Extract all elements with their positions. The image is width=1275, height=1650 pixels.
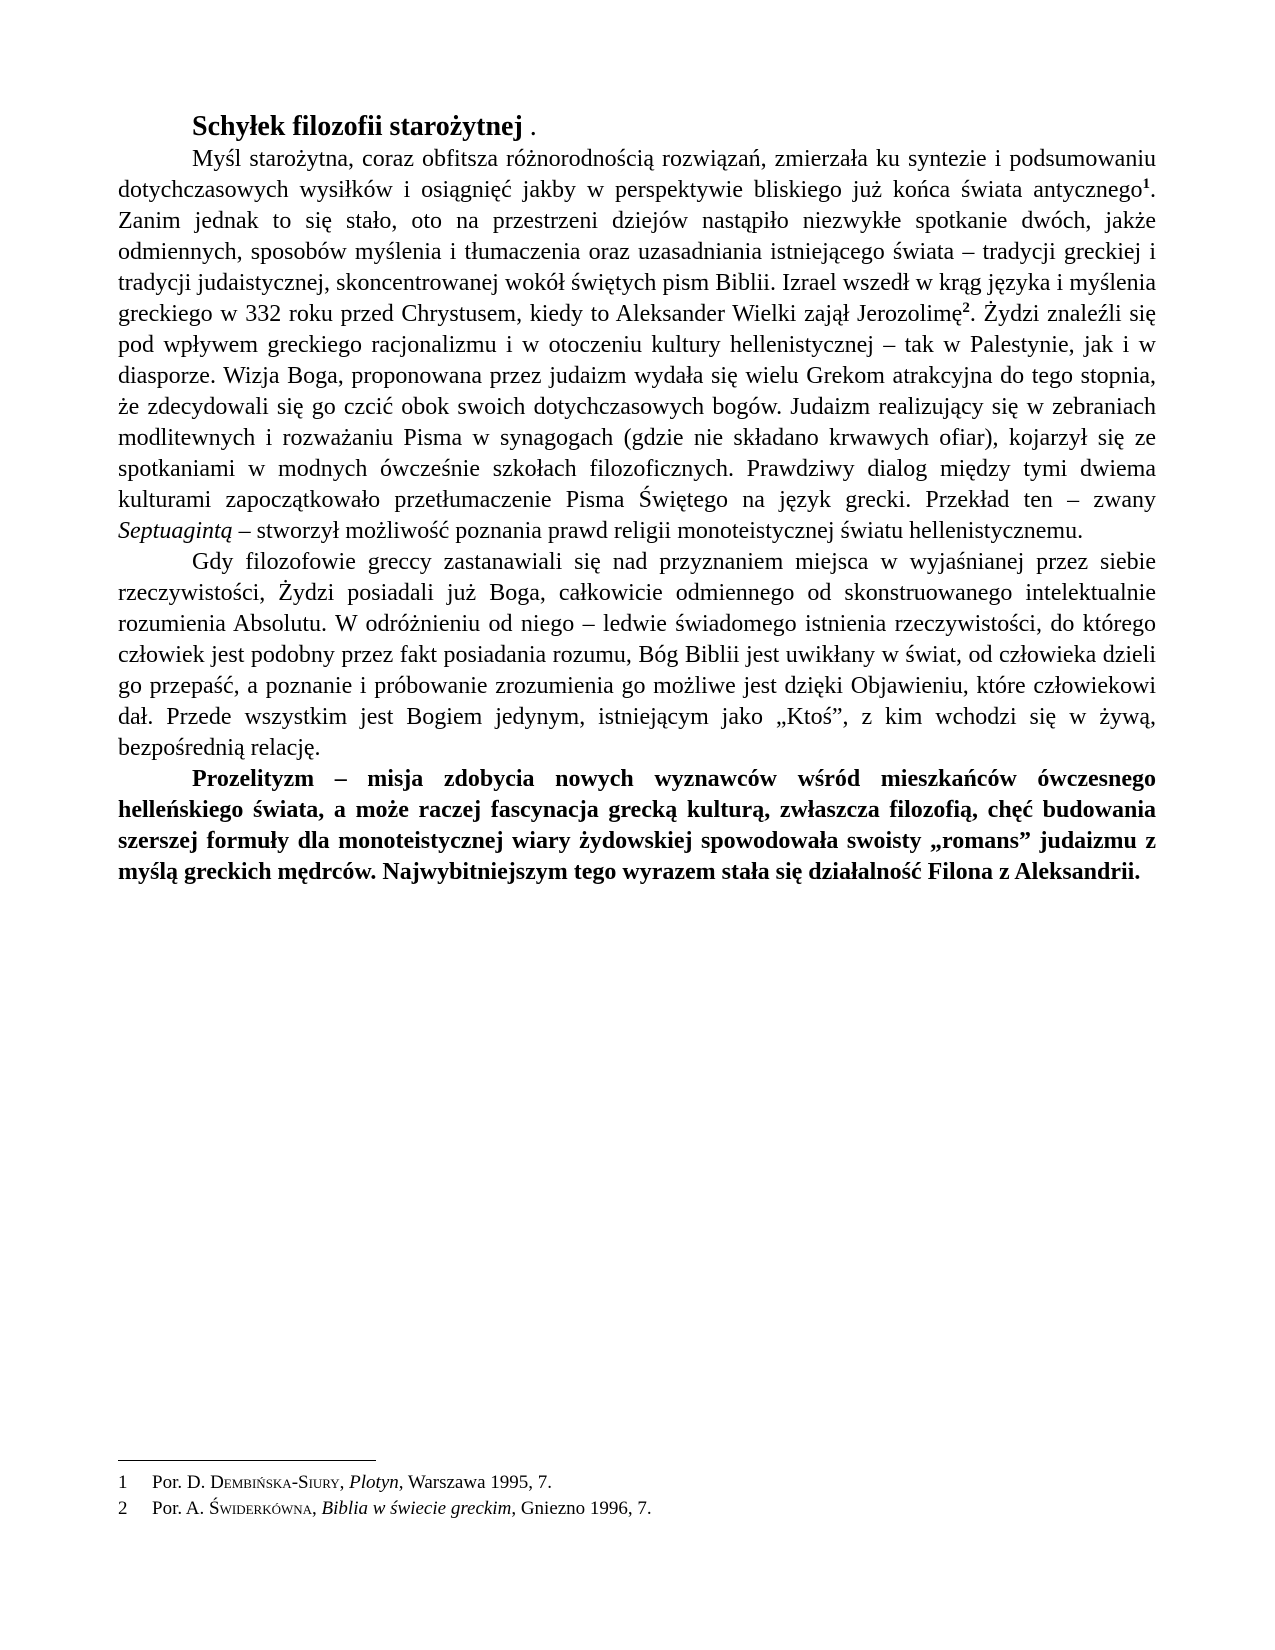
title-suffix: .: [529, 111, 537, 142]
footnote-2-prefix: Por. A.: [152, 1498, 210, 1519]
footnote-ref-2: 2: [962, 300, 970, 316]
footnotes-section: [118, 1460, 1156, 1522]
document-body: [118, 110, 1156, 888]
footnote-ref-1: 1: [1142, 176, 1150, 192]
title-text: Schyłek filozofii starożytnej: [192, 111, 523, 142]
footnote-2-rest: , Gniezno 1996, 7.: [511, 1498, 652, 1519]
footnote-1-number: 1: [118, 1472, 128, 1493]
footnote-2-text: [152, 1496, 652, 1522]
footnote-1-prefix: Por. D.: [152, 1472, 211, 1493]
paragraph-3: Prozelityzm – misja zdobycia nowych wyznawców wśród mieszkańców ówczesnego helleńskiego świata, a może raczej fascynacja grecką kulturą, zwłaszcza filozofią, chęć budowania szerszej formuły dla monoteistycznej wiary żydowskiej spowodowała swoisty „romans” judaizmu z myślą greckich mędrców. Najwybitniejszym tego wyrazem stała się działalność Filona z Aleksandrii.: [118, 766, 1156, 885]
footnote-1-text: [152, 1470, 552, 1496]
footnote-1-work: Plotyn: [349, 1472, 399, 1493]
paragraph-1-part-2: . Zanim jednak to się stało, oto na przestrzeni dziejów nastąpiło niezwykłe spotkanie dwóch, jakże odmiennych, sposobów myślenia i tłumaczenia oraz uzasadniania istniejącego świata – tradycji greckiej i tradycji judaistycznej, skoncentrowanej wokół świętych pism Biblii. Izrael wszedł w krąg języka i myślenia greckiego w 332 roku przed Chrystusem, kiedy to Aleksander Wielki zajął Jerozolimę: [118, 177, 1156, 327]
footnote-separator: [118, 1460, 376, 1461]
footnote-2-number: 2: [118, 1498, 128, 1519]
footnote-2-sep: ,: [312, 1498, 322, 1519]
footnote-1-rest: , Warszawa 1995, 7.: [398, 1472, 553, 1493]
paragraph-1-part-3: . Żydzi znaleźli się pod wpływem greckiego racjonalizmu i w otoczeniu kultury hellenistycznej – tak w Palestynie, jak i w diasporze. Wizja Boga, proponowana przez judaizm wydała się wielu Grekom atrakcyjna do tego stopnia, że zdecydowali się go czcić obok swoich dotychczasowych bogów. Judaizm realizujący się w zebraniach modlitewnych i rozważaniu Pisma w synagogach (gdzie nie składano krwawych ofiar), kojarzył się ze spotkaniami w modnych ówcześnie szkołach filozoficznych. Prawdziwy dialog między tymi dwiema kulturami zapoczątkowało przetłumaczenie Pisma Świętego na język grecki. Przekład ten – zwany: [118, 301, 1156, 513]
document-title: [118, 110, 1156, 144]
paragraph-1-part-4: – stworzył możliwość poznania prawd religii monoteistycznej światu hellenistycznemu.: [232, 518, 1084, 544]
footnote-1-sep: ,: [339, 1472, 350, 1493]
footnote-2-author: Świderkówna: [209, 1498, 313, 1519]
footnote-2: [118, 1496, 1156, 1522]
paragraph-1-part-1: Myśl starożytna, coraz obfitsza różnorodnością rozwiązań, zmierzała ku syntezie i podsumowaniu dotychczasowych wysiłków i osiągnięć jakby w perspektywie bliskiego już końca świata antycznego: [118, 146, 1156, 203]
paragraph-1-italic-term: Septuagintą: [118, 518, 233, 544]
paragraph-1: [118, 144, 1156, 547]
footnote-1: [118, 1470, 1156, 1496]
footnote-2-work: Biblia w świecie greckim: [321, 1498, 512, 1519]
footnote-1-author: Dembińska-Siury: [210, 1472, 340, 1493]
paragraph-2: Gdy filozofowie greccy zastanawiali się nad przyznaniem miejsca w wyjaśnianej przez siebie rzeczywistości, Żydzi posiadali już Boga, całkowicie odmiennego od skonstruowanego intelektualnie rozumienia Absolutu. W odróżnieniu od niego – ledwie świadomego istnienia rzeczywistości, do którego człowiek jest podobny przez fakt posiadania rozumu, Bóg Biblii jest uwikłany w świat, od człowieka dzieli go przepaść, a poznanie i próbowanie zrozumienia go możliwe jest dzięki Objawieniu, które człowiekowi dał. Przede wszystkim jest Bogiem jedynym, istniejącym jako „Ktoś”, z kim wchodzi się w żywą, bezpośrednią relację.: [118, 549, 1156, 761]
